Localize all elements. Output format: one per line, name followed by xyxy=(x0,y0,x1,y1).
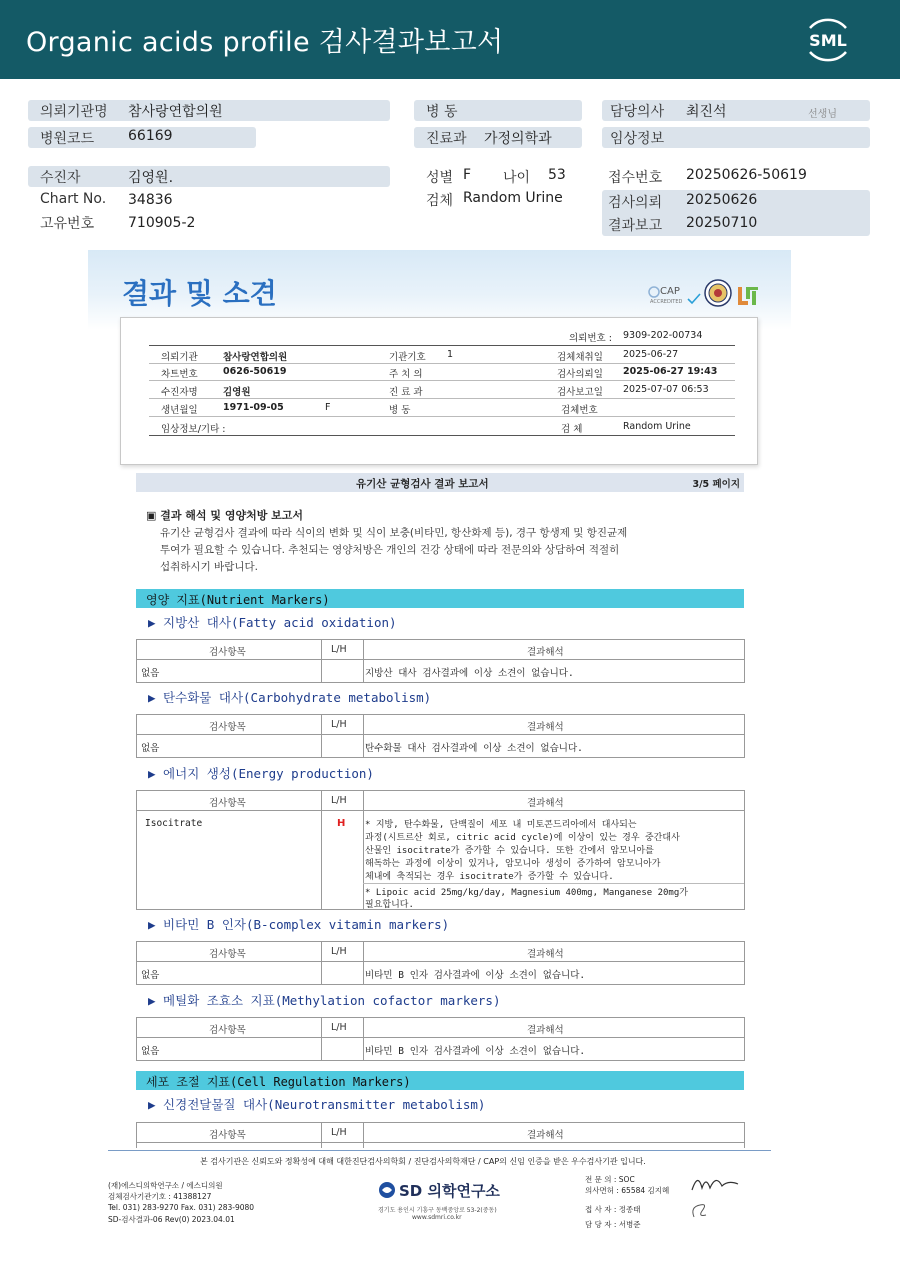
table-row-interp: 비타민 B 인자 검사결과에 이상 소견이 없습니다. xyxy=(365,970,586,981)
footer-address: 경기도 용인시 기흥구 동백중앙로 53-2(중동) xyxy=(378,1207,497,1214)
uid-label: 고유번호 xyxy=(40,216,95,232)
uid-value: 710905-2 xyxy=(128,215,196,231)
patient-info-card xyxy=(120,317,758,465)
clinical-inner-label: 임상정보/기타 : xyxy=(161,424,226,435)
req-date-label: 검사의뢰일 xyxy=(557,369,603,380)
ward-label: 병 동 xyxy=(426,104,458,120)
high-flag: H xyxy=(337,818,346,829)
col-lh-header: L/H xyxy=(331,719,347,730)
footer-manager: 담 당 자 : 서병준 xyxy=(585,1220,641,1229)
col-item-header: 검사항목 xyxy=(209,949,246,960)
signature-mark xyxy=(688,1170,744,1202)
intro-line-1: 유기산 균형검사 결과에 따라 식이의 변화 및 식이 보충(비타민, 항산화제 등), 경구 항생제 및 항진균제 xyxy=(160,527,628,539)
cell-regulation-bar xyxy=(136,1071,744,1090)
energy-heading: ▶ 에너지 생성(Energy production) xyxy=(148,766,374,781)
col-interp-header: 결과해석 xyxy=(527,722,564,733)
age-value: 53 xyxy=(548,167,566,183)
birth-label: 생년월일 xyxy=(161,405,198,416)
col-item-header: 검사항목 xyxy=(209,647,246,658)
dept-label: 진료과 xyxy=(426,131,467,147)
request-label: 검사의뢰 xyxy=(608,195,663,211)
methylation-table xyxy=(136,1017,745,1061)
collect-value: 2025-06-27 xyxy=(623,349,679,360)
institution-value: 참사랑연합의원 xyxy=(128,104,223,120)
table-row-item: 없음 xyxy=(141,1046,160,1057)
name-label: 수진자명 xyxy=(161,387,198,398)
col-interp-header: 결과해석 xyxy=(527,949,564,960)
svg-text:CAP: CAP xyxy=(660,286,680,297)
dept-value: 가정의학과 xyxy=(484,131,552,147)
footer-rule xyxy=(108,1150,771,1151)
report-title: 결과 및 소견 xyxy=(122,277,277,310)
intro-line-3: 섭취하시기 바랍니다. xyxy=(160,561,258,573)
code-value: 1 xyxy=(447,349,454,360)
table-row-item: 없음 xyxy=(141,668,160,679)
code-label: 기관기호 xyxy=(389,352,426,363)
svg-text:SD 의학연구소: SD 의학연구소 xyxy=(399,1182,500,1200)
request-value: 20250626 xyxy=(686,192,758,208)
col-lh-header: L/H xyxy=(331,946,347,957)
neurotransmitter-table xyxy=(136,1122,745,1148)
table-row-interp: 지방산 대사 검사결과에 이상 소견이 없습니다. xyxy=(365,668,574,679)
rep-date-label: 검사보고일 xyxy=(557,387,603,398)
nutrient-markers-title: 영양 지표(Nutrient Markers) xyxy=(146,593,330,607)
doctor-value: 최진석 xyxy=(686,104,727,120)
patient-box xyxy=(28,166,390,187)
col-lh-header: L/H xyxy=(331,1127,347,1138)
specimen-label: 검체 xyxy=(426,193,454,209)
sml-logo xyxy=(800,12,856,68)
footer-rev: SD-검사결과-06 Rev(0) 2023.04.01 xyxy=(108,1215,235,1224)
spec-no-label: 검체번호 xyxy=(561,405,598,416)
col-interp-header: 결과해석 xyxy=(527,798,564,809)
footer-org: (재)에스디의학연구소 / 에스디의원 xyxy=(108,1181,223,1190)
interp-line: 해독하는 과정에 이상이 있거나, 암모니아 생성이 증가하여 암모니아가 xyxy=(365,859,661,869)
table-row-item: 없음 xyxy=(141,743,160,754)
footer-specialist: 전 문 의 : SOC xyxy=(585,1175,635,1184)
footer-license: 의사면허 : 65584 김지혜 xyxy=(585,1186,670,1195)
birth-sex-value: F xyxy=(325,402,331,413)
rx-line: * Lipoic acid 25mg/kg/day, Magnesium 400mg, Manganese 20mg가 xyxy=(365,888,688,898)
name-value: 김영원 xyxy=(223,387,251,398)
receipt-label: 접수번호 xyxy=(608,170,663,186)
cap-accredited-logo xyxy=(648,282,703,306)
sml-logo-text: SML xyxy=(809,31,847,50)
chart-value: 34836 xyxy=(128,192,173,208)
attending-label: 주 치 의 xyxy=(389,369,423,380)
col-lh-header: L/H xyxy=(331,644,347,655)
col-item-header: 검사항목 xyxy=(209,1130,246,1141)
fatty-acid-table xyxy=(136,639,745,683)
sex-label: 성별 xyxy=(426,170,454,186)
inst-label: 의뢰기관 xyxy=(161,352,198,363)
inst-value: 참사랑연합의원 xyxy=(223,352,288,363)
birth-value: 1971-09-05 xyxy=(223,402,284,413)
col-item-header: 검사항목 xyxy=(209,798,246,809)
interpretation-heading: ▣ 결과 해석 및 영양처방 보고서 xyxy=(146,509,304,522)
carbohydrate-heading: ▶ 탄수화물 대사(Carbohydrate metabolism) xyxy=(148,690,432,705)
scanned-report xyxy=(88,250,791,1150)
hospital-code-value: 66169 xyxy=(128,128,173,144)
result-label: 결과보고 xyxy=(608,218,663,234)
col-interp-header: 결과해석 xyxy=(527,1025,564,1036)
interp-line: 산물인 isocitrate가 증가할 수 있습니다. 또한 간에서 암모니아를 xyxy=(365,846,654,856)
dept-inner-label: 진 료 과 xyxy=(389,387,423,398)
doctor-suffix: 선생님 xyxy=(808,109,837,120)
seal-icon xyxy=(704,279,732,307)
clinical-label: 임상정보 xyxy=(610,131,665,147)
sd-lab-logo xyxy=(378,1178,506,1202)
patient-label: 수진자 xyxy=(40,170,81,186)
lab-logo-icon xyxy=(736,283,760,307)
intro-line-2: 투여가 필요할 수 있습니다. 추천되는 영양처방은 개인의 건강 상태에 따라 전문의와 상담하여 적절히 xyxy=(160,544,620,556)
doctor-label: 담당의사 xyxy=(610,104,665,120)
isocitrate-item: Isocitrate xyxy=(145,818,203,829)
signature-mark-small xyxy=(688,1199,712,1225)
footer-code: 검체검사기관기호 : 41388127 xyxy=(108,1192,212,1201)
col-lh-header: L/H xyxy=(331,795,347,806)
fatty-acid-heading: ▶ 지방산 대사(Fatty acid oxidation) xyxy=(148,615,397,630)
methylation-heading: ▶ 메틸화 조효소 지표(Methylation cofactor markers) xyxy=(148,993,501,1008)
col-interp-header: 결과해석 xyxy=(527,1130,564,1141)
vitamin-b-heading: ▶ 비타민 B 인자(B-complex vitamin markers) xyxy=(148,917,450,932)
collect-label: 검체채취일 xyxy=(557,352,603,363)
footer-receiver: 접 사 자 : 정종태 xyxy=(585,1205,641,1214)
nutrient-markers-bar xyxy=(136,589,744,608)
rx-line: 필요합니다. xyxy=(365,900,414,910)
result-value: 20250710 xyxy=(686,215,758,231)
col-interp-header: 결과해석 xyxy=(527,647,564,658)
interp-line: 과정(시트르산 회로, citric acid cycle)에 이상이 있는 경우 중간대사 xyxy=(365,833,680,843)
ward-inner-label: 병 동 xyxy=(389,405,411,416)
specimen-value: Random Urine xyxy=(463,190,563,206)
chart-no-label: 차트번호 xyxy=(161,369,198,380)
chart-no-value: 0626-50619 xyxy=(223,366,287,377)
hospital-code-label: 병원코드 xyxy=(40,131,95,147)
spec-inner-value: Random Urine xyxy=(623,421,691,432)
report-bar xyxy=(136,473,744,492)
footer-website: www.sdmri.co.kr xyxy=(412,1214,462,1221)
chart-label: Chart No. xyxy=(40,191,107,207)
age-label: 나이 xyxy=(503,170,531,186)
page-title: Organic acids profile 검사결과보고서 xyxy=(26,27,504,58)
table-row-interp: 탄수화물 대사 검사결과에 이상 소견이 없습니다. xyxy=(365,743,583,754)
accreditation-notice: 본 검사기관은 신뢰도와 정확성에 대해 대한진단검사의학회 / 진단검사의학재단 / CAP의 신임 인증을 받은 우수검사기관 입니다. xyxy=(200,1157,646,1166)
cell-regulation-title: 세포 조절 지표(Cell Regulation Markers) xyxy=(146,1075,411,1089)
institution-label: 의뢰기관명 xyxy=(40,104,108,120)
col-item-header: 검사항목 xyxy=(209,1025,246,1036)
request-no-label: 의뢰번호 : xyxy=(569,333,612,344)
rep-date-value: 2025-07-07 06:53 xyxy=(623,384,709,395)
top-banner xyxy=(0,0,900,79)
patient-value: 김영원. xyxy=(128,170,174,186)
carbohydrate-table xyxy=(136,714,745,758)
col-item-header: 검사항목 xyxy=(209,722,246,733)
energy-table xyxy=(136,790,745,910)
interp-line: 체내에 축적되는 경우 isocitrate가 증가할 수 있습니다. xyxy=(365,872,614,882)
request-no-value: 9309-202-00734 xyxy=(623,330,703,341)
interp-line: * 지방, 탄수화물, 단백질이 세포 내 미토콘드리아에서 대사되는 xyxy=(365,820,637,830)
col-lh-header: L/H xyxy=(331,1022,347,1033)
sex-value: F xyxy=(463,167,472,183)
svg-text:ACCREDITED: ACCREDITED xyxy=(650,299,683,305)
report-bar-title: 유기산 균형검사 결과 보고서 xyxy=(356,478,489,490)
spec-inner-label: 검 체 xyxy=(561,424,583,435)
receipt-value: 20250626-50619 xyxy=(686,167,807,183)
vitamin-b-table xyxy=(136,941,745,985)
table-row-item: 없음 xyxy=(141,970,160,981)
req-date-value: 2025-06-27 19:43 xyxy=(623,366,718,377)
neurotransmitter-heading: ▶ 신경전달물질 대사(Neurotransmitter metabolism) xyxy=(148,1097,486,1112)
page-number: 3/5 페이지 xyxy=(692,479,740,490)
footer-tel: Tel. 031) 283-9270 Fax. 031) 283-9080 xyxy=(108,1203,255,1212)
table-row-interp: 비타민 B 인자 검사결과에 이상 소견이 없습니다. xyxy=(365,1046,586,1057)
